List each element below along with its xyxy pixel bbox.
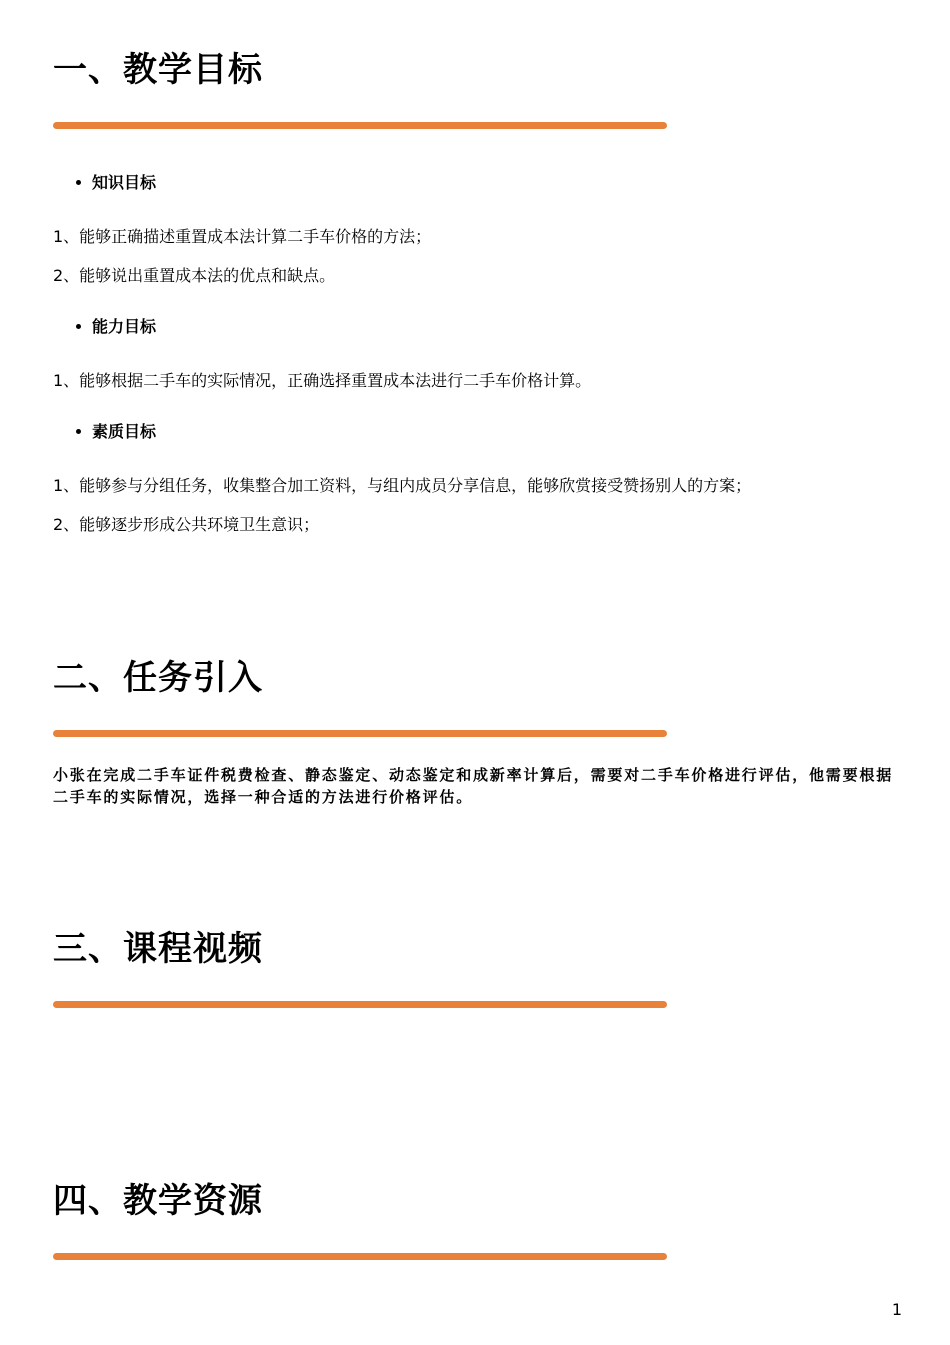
section-divider xyxy=(53,730,667,737)
bullet-knowledge-goals xyxy=(73,173,156,193)
knowledge-goal-line-1: 1、能够正确描述重置成本法计算二手车价格的方法； xyxy=(53,227,432,246)
ability-goal-line-1: 1、能够根据二手车的实际情况，正确选择重置成本法进行二手车价格计算。 xyxy=(53,371,592,390)
bullet-label: 知识目标 xyxy=(92,173,157,192)
section-title-course-video: 三、课程视频 xyxy=(53,929,263,969)
section-divider xyxy=(53,1253,667,1260)
section-title-task-intro: 二、任务引入 xyxy=(53,658,263,698)
bullet-icon xyxy=(76,429,81,434)
bullet-icon xyxy=(76,180,81,185)
section-title-teaching-resources: 四、教学资源 xyxy=(53,1181,263,1221)
section-divider xyxy=(53,122,667,129)
bullet-ability-goals xyxy=(73,317,156,337)
section-title-teaching-goals: 一、教学目标 xyxy=(53,50,263,90)
task-intro-paragraph: 小张在完成二手车证件税费检查、静态鉴定、动态鉴定和成新率计算后，需要对二手车价格进行评估，他需要根据二手车的实际情况，选择一种合适的方法进行价格评估。 xyxy=(53,766,894,806)
page-number: 1 xyxy=(891,1300,902,1319)
knowledge-goal-line-2: 2、能够说出重置成本法的优点和缺点。 xyxy=(53,266,336,285)
bullet-quality-goals xyxy=(73,422,156,442)
bullet-icon xyxy=(76,324,81,329)
bullet-label: 能力目标 xyxy=(92,317,157,336)
quality-goal-line-2: 2、能够逐步形成公共环境卫生意识； xyxy=(53,515,320,534)
section-divider xyxy=(53,1001,667,1008)
bullet-label: 素质目标 xyxy=(92,422,157,441)
quality-goal-line-1: 1、能够参与分组任务，收集整合加工资料，与组内成员分享信息，能够欣赏接受赞扬别人的方案； xyxy=(53,476,752,495)
